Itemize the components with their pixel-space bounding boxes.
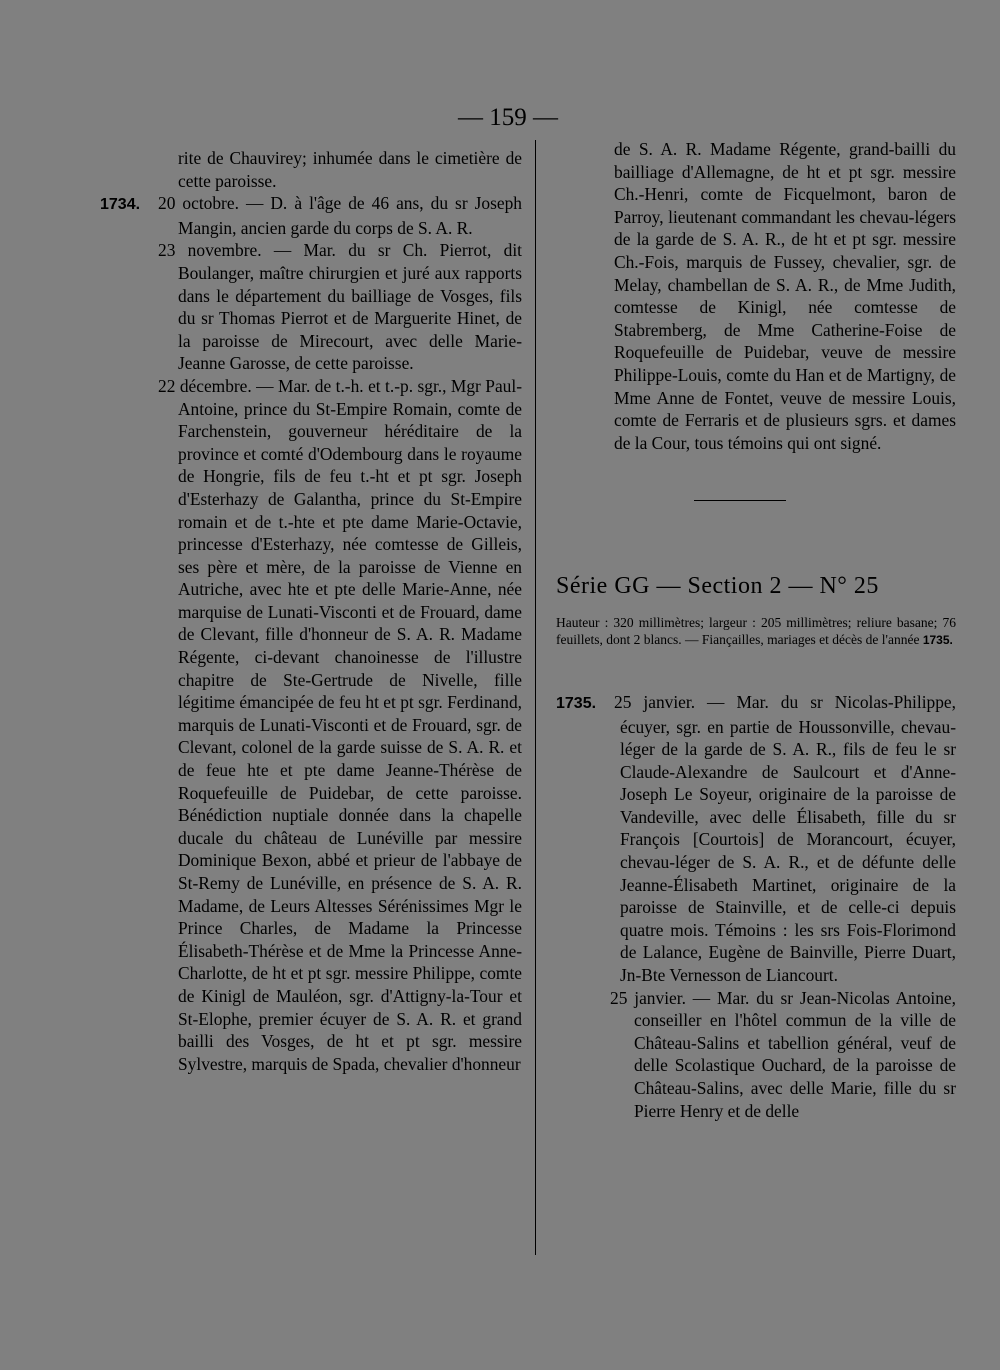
paragraph-continuation: rite de Chauvirey; inhumée dans le cimetière de cette paroisse. [178, 148, 522, 191]
entry-text: 25 janvier. — Mar. du sr Nicolas-Philippe, écuyer, sgr. en partie de Houssonville, chevau-léger de la garde de S. A. R., fils de feu le sr Claude-Alexandre de Saulcourt et d'Anne-Joseph Le Soyeur, originaire de la paroisse de Vandeville, avec delle Élisabeth, fille du sr François [Courtois] de Morancourt, écuyer, chevau-léger de S. A. R., et de défunte delle Jeanne-Élisabeth Martinet, originaire de la paroisse de Stainville, et de celle-ci depuis quatre mois. Témoins : les srs Fois-Florimond de Lalance, Eugène de Bainville, Pierre Duart, Jn-Bte Vernesson de Liancourt. [614, 691, 956, 986]
right-column [556, 138, 956, 1122]
section-title: Série GG — Section 2 — N° 25 [556, 573, 879, 600]
register-entry-1735-jan-b: 25 janvier. — Mar. du sr Jean-Nicolas Antoine, conseiller en l'hôtel commun de la ville de Château-Salins et tabellion général, veuf de delle Scolastique Ouchard, de la paroisse de Château-Salins, avec delle Marie, fille du sr Pierre Henry et de delle [610, 987, 956, 1121]
entry-text: 20 octobre. — D. à l'âge de 46 ans, du sr Joseph Mangin, ancien garde du corps de S. A. R. [158, 193, 522, 238]
description-text: Hauteur : 320 millimètres; largeur : 205 millimètres; reliure basane; 76 feuillets, dont 2 blancs. — Fiançailles, mariages et décès de l'année [556, 614, 956, 647]
entry-year: 1734. [100, 196, 141, 214]
register-entry-1735-jan-a [556, 691, 956, 987]
entry-year: 1735. [556, 694, 597, 712]
column-divider [535, 140, 536, 1255]
register-entry-1734-dec: 22 décembre. — Mar. de t.-h. et t.-p. sgr., Mgr Paul-Antoine, prince du St-Empire Romain, comte de Farchenstein, gouverneur héréditaire de la province et comté d'Odembourg dans le royaume de Hongrie, fils de feu t.-ht et pt sgr. Joseph d'Esterhazy de Galantha, prince du St-Empire romain et de t.-hte et pte dame Marie-Octavie, princesse d'Esterhazy, née comtesse de Gilleis, ses père et mère, de la paroisse de Vienne en Autriche, avec hte et pte delle Marie-Anne, née marquise de Lunati-Visconti et de Frouard, dame de Clevant, fille d'honneur de S. A. R. Madame Régente, ci-devant chanoinesse de l'illustre chapitre de Ste-Gertrude de Nivelle, fille légitime émancipée de feu ht et pt sgr. Ferdinand, marquis de Lunati-Visconti et de Frouard, sgr. de Clevant, colonel de la garde suisse de S. A. R. et de feue hte et pte dame Jeanne-Thérèse de Roquefeuille de Puidebar, de cette paroisse. Bénédiction nuptiale donnée dans la chapelle ducale du château de Lunéville par messire Dominique Bexon, abbé et prieur de l'abbaye de St-Remy de Lunéville, en présence de S. A. R. Madame, de Leurs Altesses Sérénissimes Mgr le Prince Charles, de Madame la Princesse Élisabeth-Thérèse et de Mme la Princesse Anne-Charlotte, de ht et pt sgr. messire Philippe, comte de Kinigl de Mauléon, sgr. d'Attigny-la-Tour et St-Elophe, premier écuyer de S. A. R. et grand bailli des Vosges, de ht et pt sgr. messire Sylvestre, marquis de Spada, chevalier d'honneur [158, 375, 522, 1074]
description-year: 1735. [922, 632, 953, 647]
register-entry-1734-oct [100, 192, 522, 239]
page-number: — 159 — [458, 104, 558, 131]
register-entry-1734-nov: 23 novembre. — Mar. du sr Ch. Pierrot, dit Boulanger, maître chirurgien et juré aux rapports dans le département du bailliage de Vosges, fils du sr Thomas Pierrot et de Marguerite Hinet, de la paroisse de Mirecourt, avec delle Marie-Jeanne Garosse, de cette paroisse. [158, 240, 522, 374]
left-column [100, 147, 522, 1075]
separator-rule [694, 500, 786, 501]
register-description [556, 614, 956, 649]
paragraph-continuation: de S. A. R. Madame Régente, grand-bailli du bailliage d'Allemagne, de ht et pt sgr. messire Ch.-Henri, comte de Ficquelmont, baron de Parroy, lieutenant commandant les chevau-légers de la garde de S. A. R., de ht et pt sgr. messire Ch.-Fois, marquis de Fussey, chevalier, sgr. de Melay, chambellan de S. A. R., de Mme Judith, comtesse de Kinigl, née comtesse de Stabremberg, de Mme Catherine-Foise de Roquefeuille de Puidebar, veuve de messire Philippe-Louis, comte du Han et de Martigny, de Mme Anne de Fontet, veuve de messire Louis, comte de Ferraris et de plusieurs sgrs. et dames de la Cour, tous témoins qui ont signé. [614, 139, 956, 453]
